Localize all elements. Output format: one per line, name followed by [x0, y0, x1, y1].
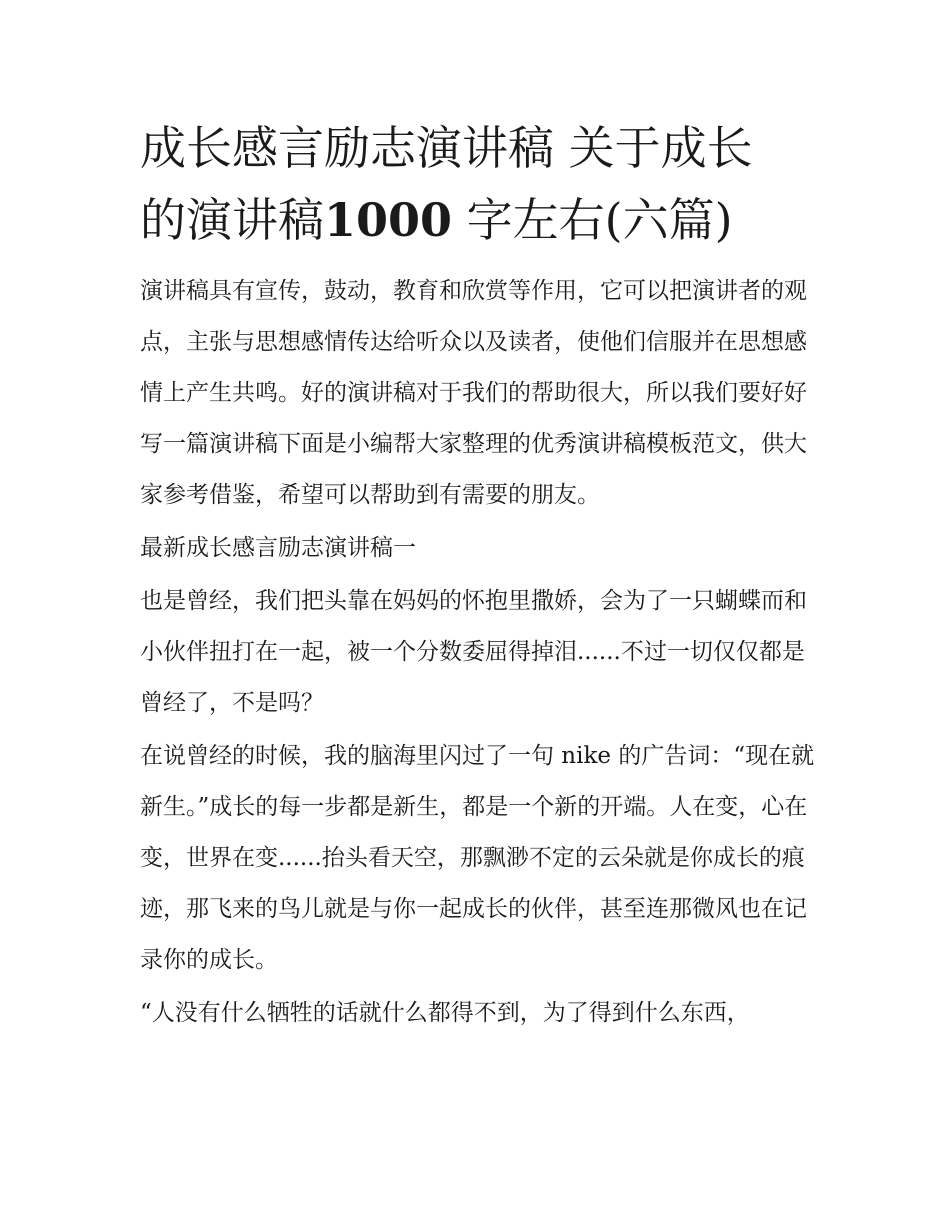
section-heading: 最新成长感言励志演讲稿一 — [140, 535, 416, 561]
body-paragraph: 在说曾经的时候，我的脑海里闪过了一句 nike 的广告词：“现在就新生。”成长的每一步都是新生，都是一个新的开端。人在变，心在变，世界在变......抬头看天空，那飘渺不定的云朵就是你成长的痕迹，那飞来的鸟儿就是与你一起成长的伙伴，甚至连那微风也在记录你的成长。 — [140, 743, 815, 973]
title-line-2-part-c: 字左右(六篇) — [452, 193, 733, 247]
body-paragraph: 也是曾经，我们把头靠在妈妈的怀抱里撒娇，会为了一只蝴蝶而和小伙伴扭打在一起，被一个分数委屈得掉泪......不过一切仅仅都是曾经了，不是吗？ — [140, 588, 807, 716]
title-line-1: 成长感言励志演讲稿 关于成长 — [140, 121, 753, 175]
title-line-2-part-a: 的演讲稿 — [140, 193, 324, 247]
title-line-2-number: 1000 — [324, 193, 453, 247]
intro-paragraph: 演讲稿具有宣传，鼓动，教育和欣赏等作用，它可以把演讲者的观点，主张与思想感情传达给听众以及读者，使他们信服并在思想感情上产生共鸣。好的演讲稿对于我们的帮助很大，所以我们要好好写一篇演讲稿下面是小编帮大家整理的优秀演讲稿模板范文，供大家参考借鉴，希望可以帮助到有需要的朋友。 — [140, 278, 807, 508]
document-title — [140, 112, 820, 256]
body-paragraph: “人没有什么牺牲的话就什么都得不到，为了得到什么东西， — [140, 1000, 750, 1026]
document-page — [140, 112, 820, 1041]
